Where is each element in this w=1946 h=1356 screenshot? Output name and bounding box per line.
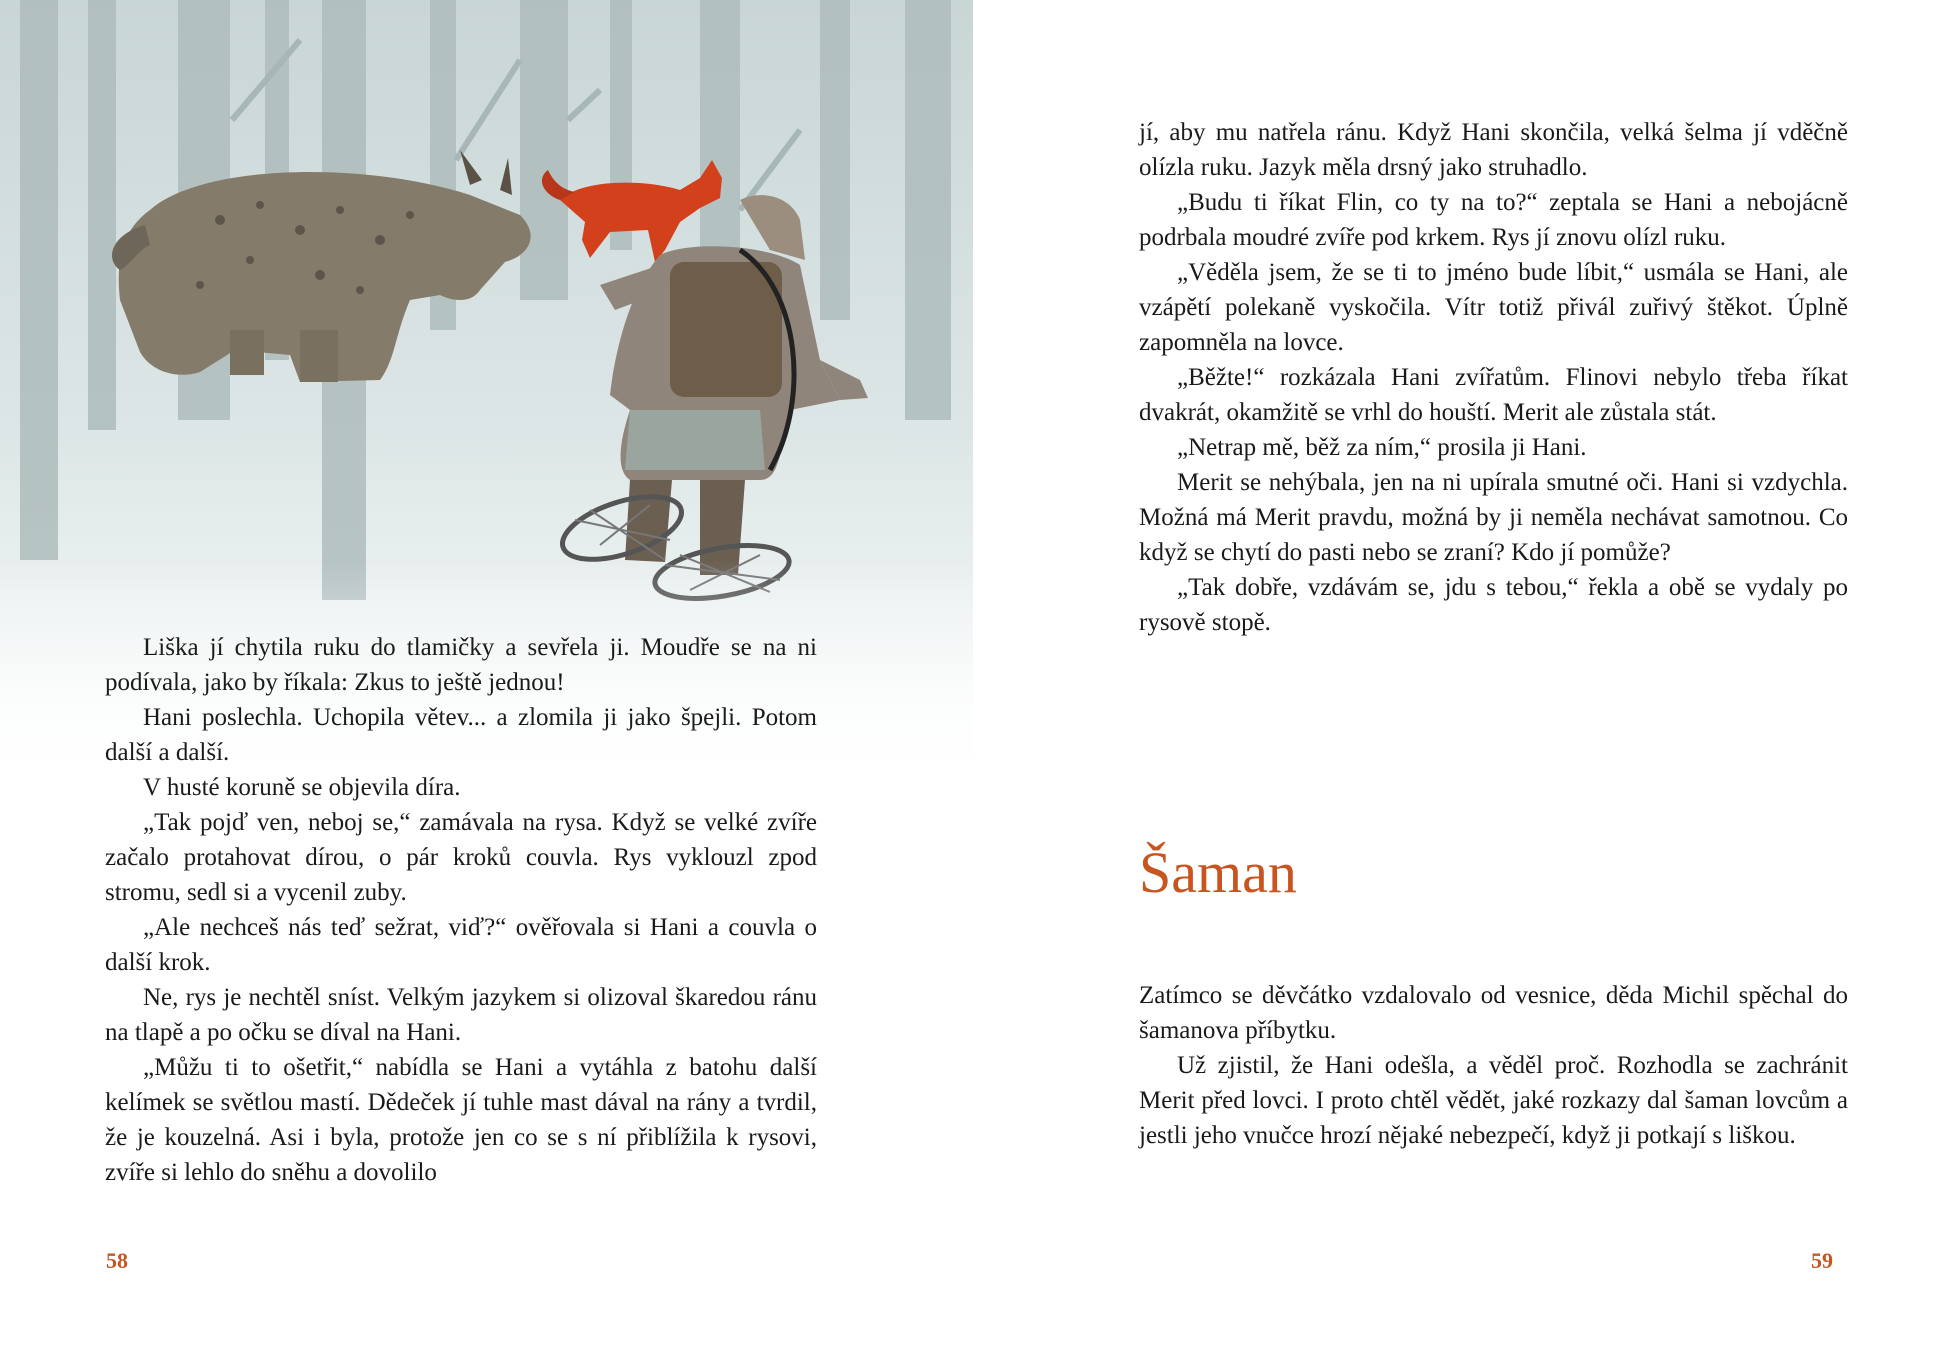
paragraph: Ne, rys je nechtěl sníst. Velkým jazykem si olizoval škaredou ránu na tlapě a po očku se díval na Hani. bbox=[105, 984, 817, 1046]
paragraph: „Můžu ti to ošetřit,“ nabídla se Hani a vytáhla z batohu další kelímek se světlou mastí. Dědeček jí tuhle mast dával na rány a tvrdil, že je kouzelná. Asi i byla, protože jen co se s ní přiblížila k rysovi, zvíře si lehlo do sněhu a dovolilo bbox=[105, 1054, 817, 1186]
paragraph: „Netrap mě, běž za ním,“ prosila ji Hani. bbox=[1177, 434, 1587, 461]
paragraph: Liška jí chytila ruku do tlamičky a sevřela ji. Moudře se na ni podívala, jako by říkala: Zkus to ještě jednou! bbox=[105, 634, 817, 696]
paragraph: „Běžte!“ rozkázala Hani zvířatům. Flinovi nebylo třeba říkat dvakrát, okamžitě se vrhl do houští. Merit ale zůstala stát. bbox=[1139, 364, 1848, 426]
paragraph: „Budu ti říkat Flin, co ty na to?“ zeptala se Hani a nebojácně podrbala moudré zvíře pod krkem. Rys jí znovu olízl ruku. bbox=[1139, 189, 1848, 251]
paragraph: Už zjistil, že Hani odešla, a věděl proč. Rozhodla se zachránit Merit před lovci. I proto chtěl vědět, jaké rozkazy dal šaman lovcům a jestli jeho vnučce hrozí nějaké nebezpečí, když ji potkají s liškou. bbox=[1139, 1052, 1848, 1149]
right-page-text-bottom bbox=[1139, 978, 1848, 1153]
paragraph: „Ale nechceš nás teď sežrat, viď?“ ověřovala si Hani a couvla o další krok. bbox=[105, 914, 817, 976]
paragraph: „Tak dobře, vzdávám se, jdu s tebou,“ řekla a obě se vydaly po rysově stopě. bbox=[1139, 574, 1848, 636]
paragraph: „Tak pojď ven, neboj se,“ zamávala na rysa. Když se velké zvíře začalo protahovat dírou, o pár kroků couvla. Rys vyklouzl zpod stromu, sedl si a vycenil zuby. bbox=[105, 809, 817, 906]
page-number-right: 59 bbox=[1811, 1248, 1833, 1273]
right-page-text-top bbox=[1139, 115, 1848, 640]
paragraph: „Věděla jsem, že se ti to jméno bude líbit,“ usmála se Hani, ale vzápětí polekaně vyskočila. Vítr totiž přivál zuřivý štěkot. Úplně zapomněla na lovce. bbox=[1139, 259, 1848, 356]
paragraph: V husté koruně se objevila díra. bbox=[143, 774, 461, 801]
page-number-left: 58 bbox=[106, 1248, 128, 1273]
left-page-text bbox=[105, 630, 817, 1190]
paragraph: jí, aby mu natřela ránu. Když Hani skončila, velká šelma jí vděčně olízla ruku. Jazyk měla drsný jako struhadlo. bbox=[1139, 119, 1848, 181]
right-page bbox=[973, 0, 1946, 1356]
paragraph: Hani poslechla. Uchopila větev... a zlomila ji jako špejli. Potom další a další. bbox=[105, 704, 817, 766]
paragraph: Merit se nehýbala, jen na ni upírala smutné oči. Hani si vzdychla. Možná má Merit pravdu, možná by ji neměla nechávat samotnou. Co když se chytí do pasti nebo se zraní? Kdo jí pomůže? bbox=[1139, 469, 1848, 566]
paragraph: Zatímco se děvčátko vzdalovalo od vesnice, děda Michil spěchal do šamanova příbytku. bbox=[1139, 982, 1848, 1044]
chapter-title: Šaman bbox=[1139, 840, 1297, 905]
